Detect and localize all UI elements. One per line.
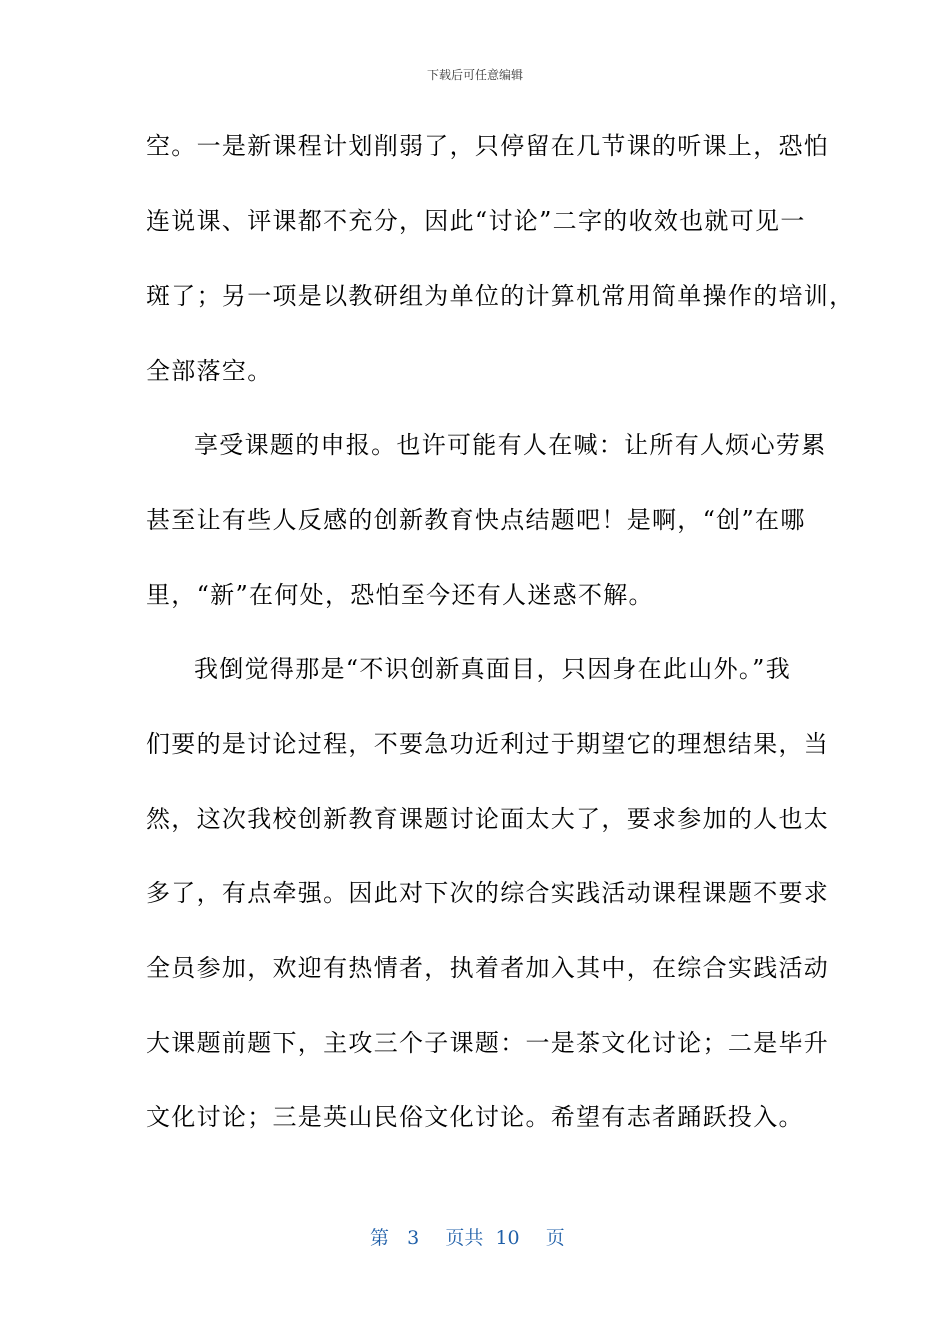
paragraph-1-line-2: 连说课、评课都不充分，因此“讨论”二字的收效也就可见一	[146, 207, 806, 235]
page-number-footer	[370, 1226, 565, 1250]
paragraph-3-line-2: 们要的是讨论过程，不要急功近利过于期望它的理想结果，当	[146, 730, 830, 758]
footer-prefix: 第	[370, 1227, 390, 1249]
paragraph-2-line-2: 甚至让有些人反感的创新教育快点结题吧！是啊，“创”在哪	[146, 506, 806, 534]
paragraph-3-line-5: 全员参加，欢迎有热情者，执着者加入其中，在综合实践活动	[146, 954, 830, 982]
paragraph-3-line-1: 我倒觉得那是“不识创新真面目，只因身在此山外。”我	[194, 655, 792, 683]
paragraph-3-line-6: 大课题前题下，主攻三个子课题：一是茶文化讨论；二是毕升	[146, 1029, 830, 1057]
footer-middle: 页共	[445, 1227, 484, 1249]
paragraph-1-line-4: 全部落空。	[146, 357, 273, 385]
total-page-count: 10	[495, 1227, 520, 1249]
footer-suffix: 页	[545, 1227, 565, 1249]
paragraph-1-line-1: 空。一是新课程计划削弱了，只停留在几节课的听课上，恐怕	[146, 132, 830, 160]
paragraph-2-line-1: 享受课题的申报。也许可能有人在喊：让所有人烦心劳累	[194, 431, 827, 459]
paragraph-3-line-7: 文化讨论；三是英山民俗文化讨论。希望有志者踊跃投入。	[146, 1103, 804, 1131]
paragraph-2-line-3: 里，“新”在何处，恐怕至今还有人迷惑不解。	[146, 581, 654, 609]
paragraph-3-line-3: 然，这次我校创新教育课题讨论面太大了，要求参加的人也太	[146, 805, 830, 833]
paragraph-3-line-4: 多了，有点牵强。因此对下次的综合实践活动课程课题不要求	[146, 879, 830, 907]
paragraph-1-line-3: 斑了；另一项是以教研组为单位的计算机常用简单操作的培训，	[146, 282, 855, 310]
page-header: 下载后可任意编辑	[426, 68, 523, 82]
current-page-number: 3	[407, 1227, 420, 1249]
